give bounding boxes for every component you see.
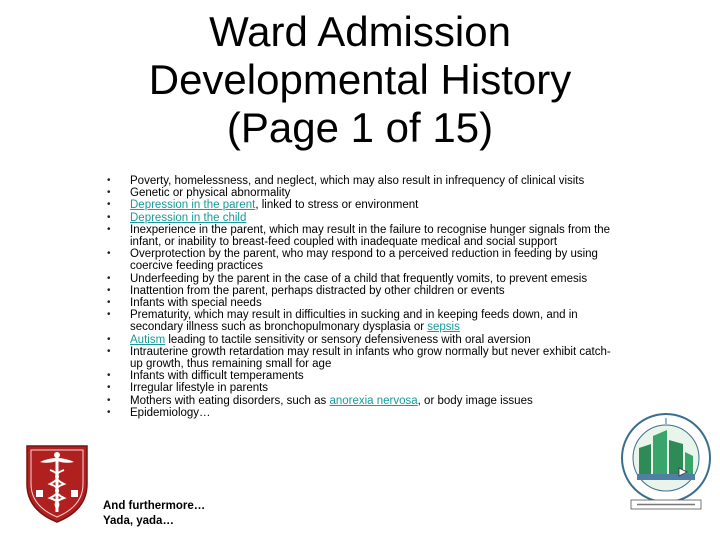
bullet-text: leading to tactile sensitivity or sensory defensiveness with oral aversion: [165, 333, 531, 346]
bullet-text: Prematurity, which may result in difficulties in sucking and in keeping feeds down, and in secondary illness such as bronchopulmonary dysplasia or: [130, 309, 578, 334]
bullet-item: [118, 297, 613, 309]
title-line-2: Developmental History: [148, 56, 572, 103]
bullet-item: [118, 273, 613, 285]
bullet-link[interactable]: Depression in the child: [130, 211, 247, 224]
title-line-3: (Page 1 of 15): [226, 104, 494, 151]
bullet-text: Genetic or physical abnormality: [130, 187, 291, 200]
bullet-text: Overprotection by the parent, who may respond to a perceived reduction in feeding by using coercive feeding practices: [130, 248, 598, 273]
bullet-item: [118, 175, 613, 187]
bullet-item: [118, 212, 613, 224]
bullet-item: [118, 370, 613, 382]
bullet-text: Epidemiology…: [130, 406, 211, 419]
footer-line-2: Yada, yada…: [103, 515, 174, 527]
bullet-list: [118, 175, 613, 419]
bullet-item: [118, 395, 613, 407]
footer-text: [103, 499, 205, 529]
bullet-item: [118, 187, 613, 199]
bullet-text: Irregular lifestyle in parents: [130, 382, 269, 395]
bullet-text: , linked to stress or environment: [255, 199, 419, 212]
bullet-item: [118, 309, 613, 333]
bullet-text: Poverty, homelessness, and neglect, which may also result in infrequency of clinical visits: [130, 175, 585, 187]
medical-caduceus-shield-icon: [22, 440, 92, 525]
bullet-link[interactable]: sepsis: [427, 321, 460, 334]
bullet-link[interactable]: Depression in the parent: [130, 199, 256, 212]
bullet-item: [118, 248, 613, 272]
bullet-item: [118, 407, 613, 419]
bullet-item: [118, 346, 613, 370]
bullet-text: Mothers with eating disorders, such as: [130, 394, 330, 407]
bullet-link[interactable]: Autism: [130, 333, 166, 346]
bullet-text: Inattention from the parent, perhaps distracted by other children or events: [130, 284, 505, 297]
bullet-item: [118, 199, 613, 211]
bullet-link[interactable]: anorexia nervosa: [329, 394, 418, 407]
title-line-1: Ward Admission: [209, 8, 511, 55]
bullet-text: Infants with special needs: [130, 297, 262, 310]
bullet-item: [118, 382, 613, 394]
bullet-text: Infants with difficult temperaments: [130, 370, 304, 383]
slide-title: [0, 8, 720, 152]
bullet-text: Underfeeding by the parent in the case of a child that frequently vomits, to prevent emesis: [130, 272, 588, 285]
bullet-item: [118, 334, 613, 346]
footer-line-1: And furthermore…: [103, 500, 206, 512]
hospital-seal-icon: [617, 412, 715, 512]
bullet-item: [118, 285, 613, 297]
bullet-item: [118, 224, 613, 248]
bullet-text: Inexperience in the parent, which may result in the failure to recognise hunger signals from the infant, or inability to breast-feed coupled with inadequate medical and social support: [130, 223, 611, 249]
bullet-text: , or body image issues: [417, 394, 533, 407]
bullet-text: Intrauterine growth retardation may result in infants who grow normally but never exhibit catch-up growth, thus remaining small for age: [130, 345, 611, 371]
